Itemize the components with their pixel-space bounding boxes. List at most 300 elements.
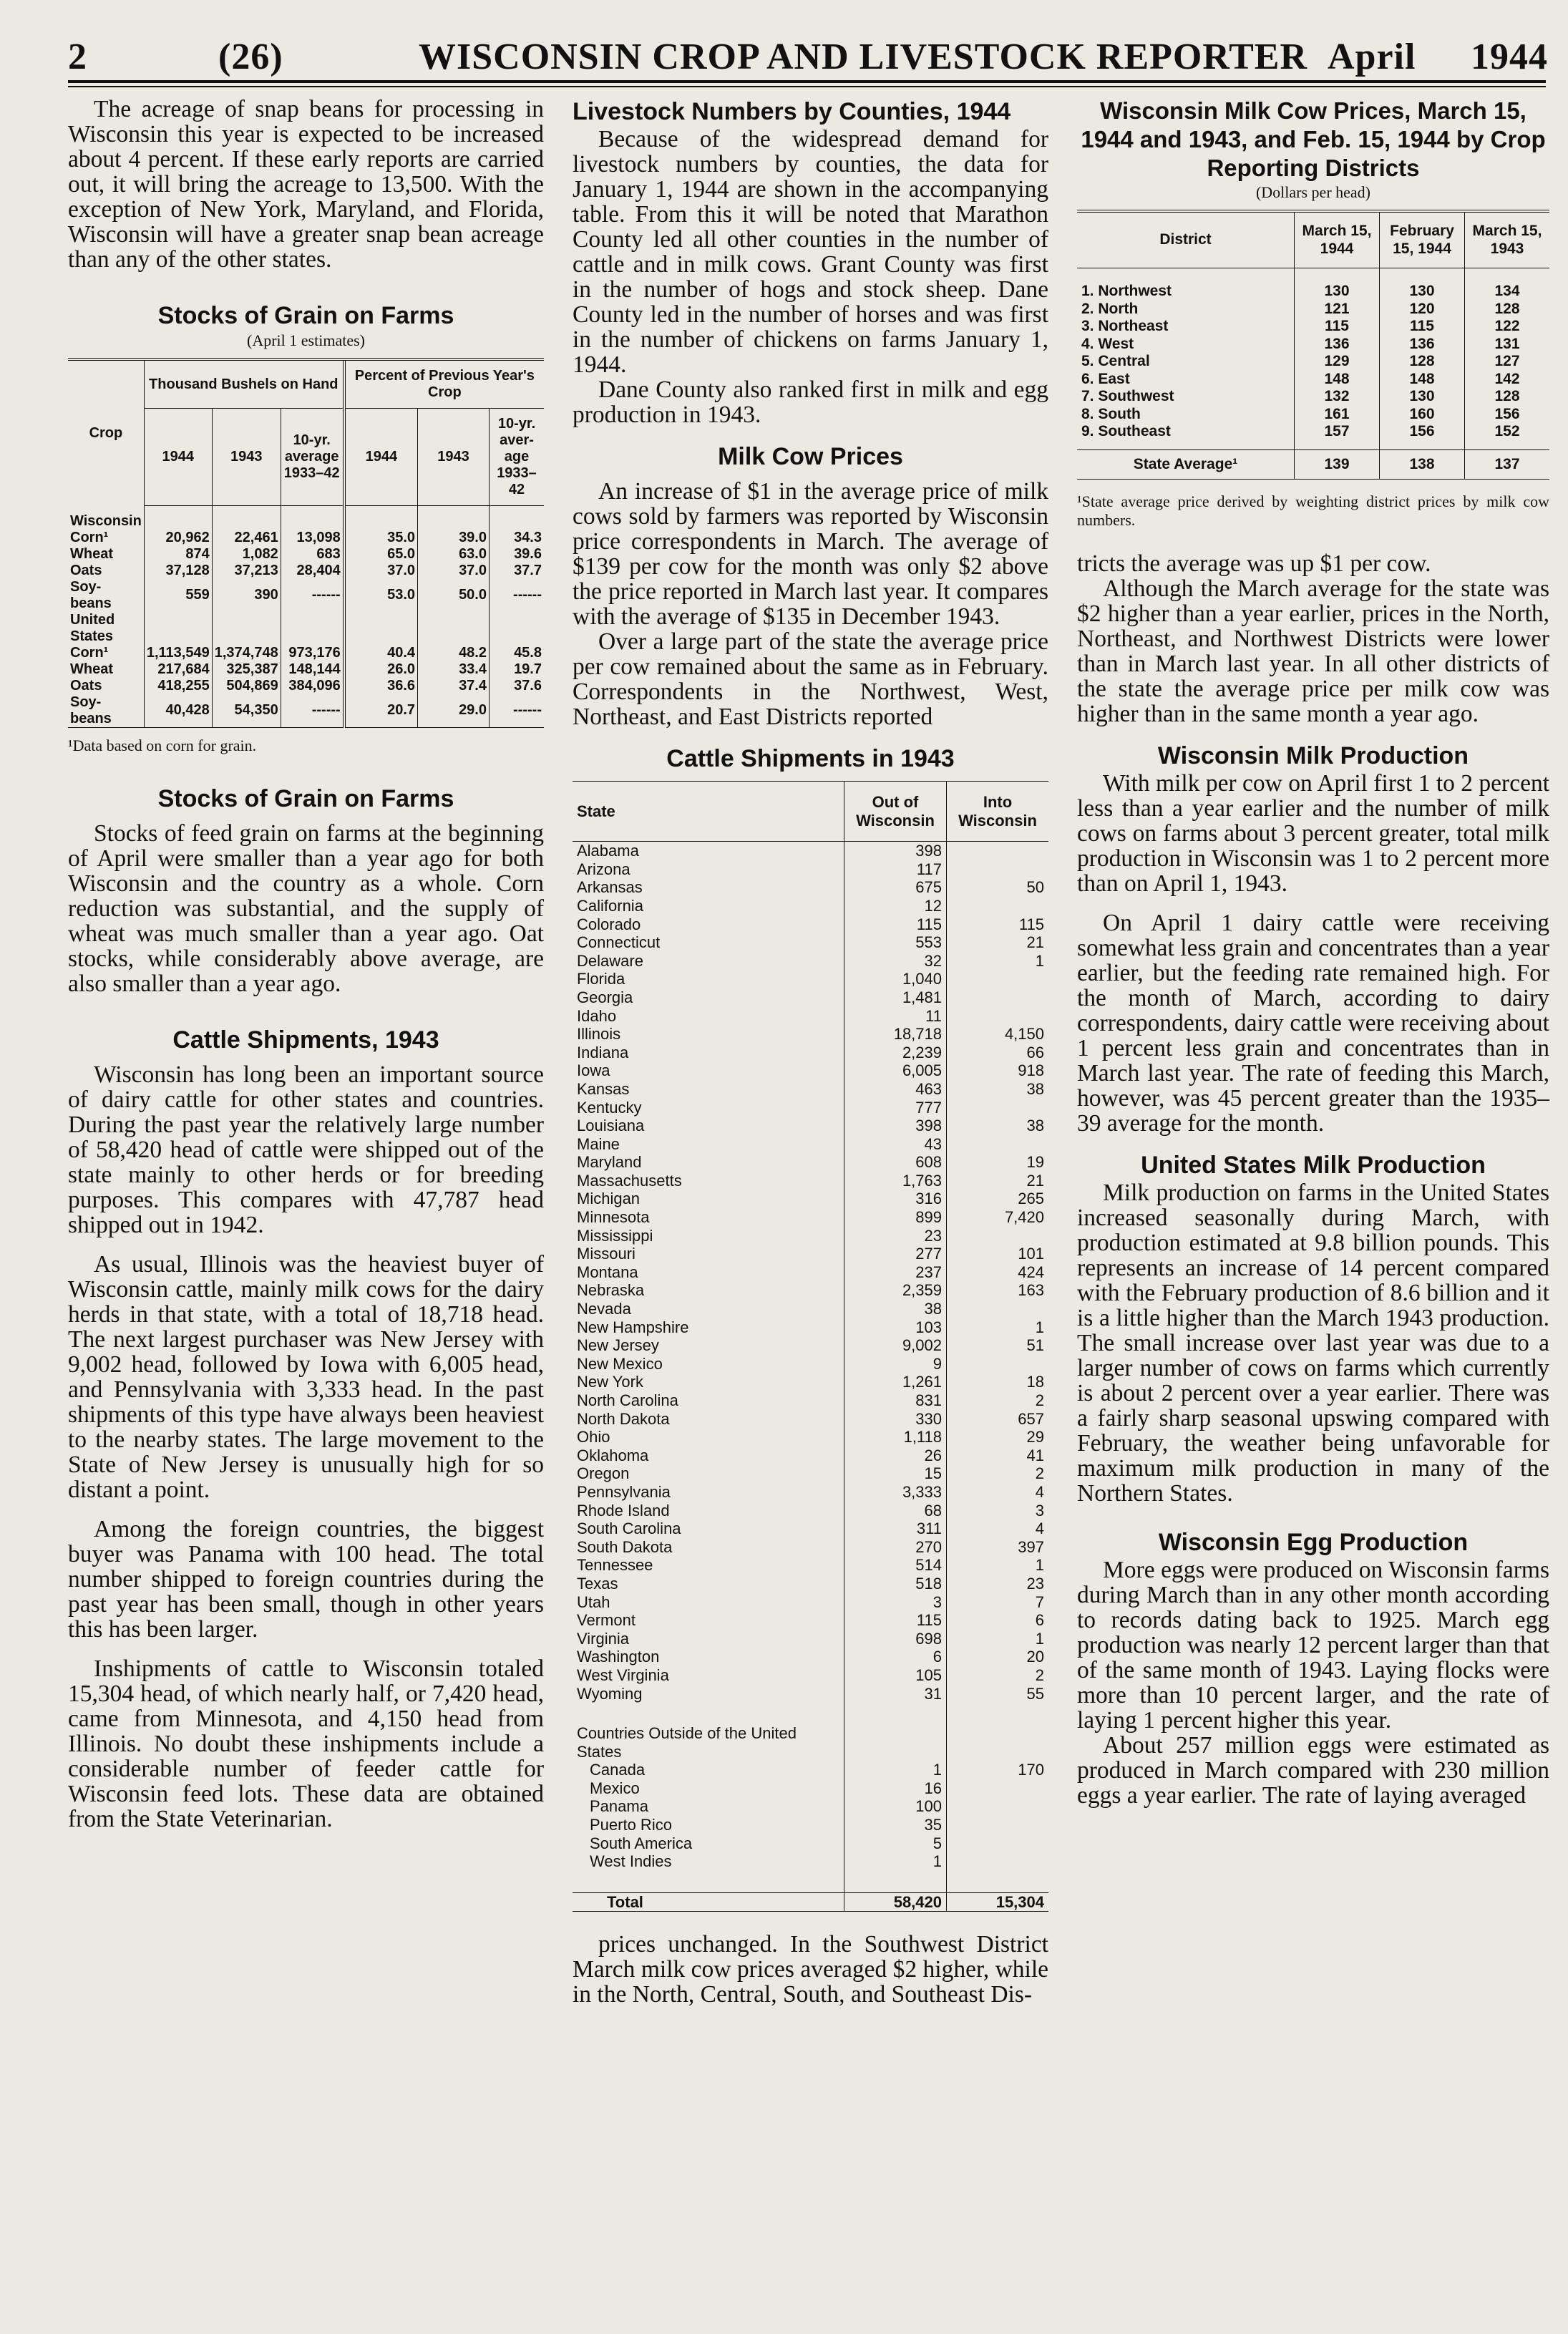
cell-out: 330 bbox=[844, 1410, 947, 1429]
state-label: Maine bbox=[577, 1134, 620, 1153]
milk-prices-footnote: ¹State average price derived by weighting district prices by milk cow numbers. bbox=[1077, 492, 1549, 529]
cell: 148,144 bbox=[281, 661, 344, 678]
cell-into: 2 bbox=[947, 1391, 1049, 1410]
state-label: Connecticut bbox=[577, 933, 661, 952]
cell: 48.2 bbox=[418, 645, 490, 661]
table-row bbox=[68, 530, 544, 546]
table-row bbox=[573, 1666, 1048, 1685]
table-row bbox=[573, 1117, 1048, 1135]
state-label: Indiana bbox=[577, 1043, 629, 1061]
state-label: South Dakota bbox=[577, 1537, 673, 1556]
table-row bbox=[573, 1852, 1048, 1871]
state-label: Mississippi bbox=[577, 1226, 653, 1245]
crop-label: Corn¹ bbox=[70, 529, 109, 545]
cell-out: 514 bbox=[844, 1556, 947, 1575]
cell: 115 bbox=[1380, 318, 1465, 336]
cell-out: 899 bbox=[844, 1208, 947, 1227]
table-row bbox=[1077, 283, 1549, 301]
cattle-paragraph-3: Among the foreign countries, the biggest buyer was Panama with 100 head. The total number shipped to foreign countries during the past year has been small, though in other years this has been larger. bbox=[68, 1515, 544, 1643]
th-pct-10yr-average: 10-yr. aver- age 1933– 42 bbox=[490, 409, 545, 506]
cell: 20,962 bbox=[144, 530, 212, 546]
shipments-table-title: Cattle Shipments in 1943 bbox=[666, 745, 955, 772]
cell: 45.8 bbox=[490, 645, 545, 661]
cell: 40,428 bbox=[144, 694, 212, 728]
table-row bbox=[573, 1779, 1048, 1798]
state-label: Kentucky bbox=[577, 1098, 642, 1117]
table-row bbox=[68, 563, 544, 579]
spacer bbox=[844, 1703, 947, 1724]
state-label: West Virginia bbox=[577, 1666, 669, 1684]
crop-label: Oats bbox=[70, 677, 102, 694]
cell-into bbox=[947, 1007, 1049, 1026]
spacer-row bbox=[573, 1703, 1048, 1724]
table-row bbox=[573, 1611, 1048, 1630]
cell-out: 675 bbox=[844, 878, 947, 897]
cell-out: 1 bbox=[844, 1852, 947, 1871]
cell: 127 bbox=[1465, 353, 1550, 371]
cell: 128 bbox=[1465, 301, 1550, 319]
cell: 157 bbox=[1295, 423, 1380, 441]
table-row bbox=[1077, 423, 1549, 441]
cell: 160 bbox=[1380, 406, 1465, 424]
table-row bbox=[573, 1373, 1048, 1391]
issue-number: (26) bbox=[218, 37, 283, 77]
table-row bbox=[573, 1685, 1048, 1703]
cell: ------ bbox=[490, 694, 545, 728]
th-march-1944: March 15, 1944 bbox=[1295, 211, 1380, 268]
cell: 384,096 bbox=[281, 678, 344, 694]
cell: 152 bbox=[1465, 423, 1550, 441]
cell: 130 bbox=[1380, 388, 1465, 406]
crop-label: Oats bbox=[70, 562, 102, 578]
table-row bbox=[573, 1519, 1048, 1538]
milk-cow-prices-table bbox=[1077, 210, 1549, 480]
cell: 37.0 bbox=[418, 563, 490, 579]
table-row bbox=[573, 1025, 1048, 1044]
cell: 973,176 bbox=[281, 645, 344, 661]
livestock-heading: Livestock Numbers by Counties, 1944 bbox=[573, 98, 1011, 125]
cell: 504,869 bbox=[212, 678, 281, 694]
spacer bbox=[947, 1871, 1049, 1893]
table-row bbox=[573, 1227, 1048, 1245]
cell-into bbox=[947, 1779, 1049, 1798]
cell-out: 117 bbox=[844, 860, 947, 879]
cell: 874 bbox=[144, 546, 212, 563]
state-label: Panama bbox=[590, 1797, 648, 1816]
cell-into: 23 bbox=[947, 1575, 1049, 1593]
spacer bbox=[1465, 441, 1550, 450]
cell: 134 bbox=[1465, 283, 1550, 301]
cell-out: 398 bbox=[844, 842, 947, 860]
th-pct-1944: 1944 bbox=[344, 409, 418, 506]
spacer bbox=[1295, 268, 1380, 283]
cell-out: 3 bbox=[844, 1593, 947, 1612]
th-1944: 1944 bbox=[144, 409, 212, 506]
state-average-label: State Average¹ bbox=[1077, 449, 1295, 480]
table-row bbox=[573, 1190, 1048, 1208]
table-row bbox=[1077, 318, 1549, 336]
spacer bbox=[573, 1703, 844, 1724]
table-row bbox=[1077, 406, 1549, 424]
cell-into: 4,150 bbox=[947, 1025, 1049, 1044]
table-row bbox=[573, 860, 1048, 879]
cell-out: 311 bbox=[844, 1519, 947, 1538]
table-row bbox=[573, 970, 1048, 988]
cell: 65.0 bbox=[344, 546, 418, 563]
table-row bbox=[573, 1483, 1048, 1502]
table-row bbox=[1077, 353, 1549, 371]
table-row bbox=[573, 1281, 1048, 1300]
table-row bbox=[573, 1648, 1048, 1666]
table-row bbox=[573, 1410, 1048, 1429]
table-row bbox=[573, 915, 1048, 934]
state-label: Puerto Rico bbox=[590, 1816, 672, 1834]
state-label: Idaho bbox=[577, 1006, 617, 1025]
cell-into: 51 bbox=[947, 1336, 1049, 1355]
cell: 136 bbox=[1295, 336, 1380, 354]
cell-into: 1 bbox=[947, 1556, 1049, 1575]
cell-into: 163 bbox=[947, 1281, 1049, 1300]
cell: 138 bbox=[1380, 449, 1465, 480]
cell-out: 15 bbox=[844, 1464, 947, 1483]
table-row bbox=[573, 1446, 1048, 1465]
cell-out: 316 bbox=[844, 1190, 947, 1208]
cell: 132 bbox=[1295, 388, 1380, 406]
table-row bbox=[573, 1153, 1048, 1172]
state-label: Montana bbox=[577, 1263, 638, 1281]
cell-out: 1 bbox=[844, 1761, 947, 1779]
spacer bbox=[1380, 441, 1465, 450]
total-out: 58,420 bbox=[844, 1892, 947, 1912]
state-label: Maryland bbox=[577, 1153, 642, 1172]
state-label: Illinois bbox=[577, 1025, 621, 1044]
cell: 148 bbox=[1295, 371, 1380, 389]
cell-out: 1,261 bbox=[844, 1373, 947, 1391]
table-row bbox=[573, 1816, 1048, 1834]
cell-into: 50 bbox=[947, 878, 1049, 897]
milk-prices-table-subtitle: (Dollars per head) bbox=[1255, 183, 1371, 201]
table-row bbox=[573, 1061, 1048, 1080]
cell: 20.7 bbox=[344, 694, 418, 728]
cell: 130 bbox=[1295, 283, 1380, 301]
district-label: 2. North bbox=[1081, 300, 1139, 317]
state-label: Delaware bbox=[577, 951, 643, 970]
cell-out: 16 bbox=[844, 1779, 947, 1798]
cell-out: 398 bbox=[844, 1117, 947, 1135]
district-label: 8. South bbox=[1081, 405, 1141, 422]
table-row bbox=[573, 1080, 1048, 1099]
cell-into: 2 bbox=[947, 1666, 1049, 1685]
cell-into bbox=[947, 1797, 1049, 1816]
cattle-paragraph-2: As usual, Illinois was the heaviest buyer of Wisconsin cattle, mainly milk cows for the dairy herds in that state, with a total of 18,718 head. The next largest purchaser was New Jersey with 9,002 head, followed by Iowa with 6,005 head, and Pennsylvania with 3,333 head. In the past shipments of this type have always been heaviest to the nearby states. The large movement to the State of New Jersey is unusually high for so distant a point. bbox=[68, 1250, 544, 1503]
cell: 28,404 bbox=[281, 563, 344, 579]
cell-into bbox=[947, 1227, 1049, 1245]
cell-out: 68 bbox=[844, 1502, 947, 1520]
cattle-shipments-heading: Cattle Shipments, 1943 bbox=[172, 1026, 439, 1054]
cell-out: 1,118 bbox=[844, 1428, 947, 1446]
table-row bbox=[1077, 388, 1549, 406]
th-february-1944: February 15, 1944 bbox=[1380, 211, 1465, 268]
stocks-paragraph: Stocks of feed grain on farms at the beginning of April were smaller than a year ago for both Wisconsin and the country as a whole. Corn reduction was substantial, and the supply of wheat was much smaller than a year ago. Oat stocks, while considerably above average, are also smaller than a year ago. bbox=[68, 820, 544, 997]
table-row bbox=[573, 1099, 1048, 1117]
cell-out: 43 bbox=[844, 1135, 947, 1154]
table-row bbox=[1077, 336, 1549, 354]
countries-label: Countries Outside of the United States bbox=[577, 1724, 797, 1761]
cell-out: 26 bbox=[844, 1446, 947, 1465]
cell-into: 38 bbox=[947, 1080, 1049, 1099]
cell-into: 7 bbox=[947, 1593, 1049, 1612]
cell-out: 2,359 bbox=[844, 1281, 947, 1300]
cell-into: 3 bbox=[947, 1502, 1049, 1520]
state-label: Colorado bbox=[577, 915, 641, 933]
running-head bbox=[68, 32, 1546, 82]
cell: 128 bbox=[1465, 388, 1550, 406]
cell: 1,374,748 bbox=[212, 645, 281, 661]
district-label: 3. Northeast bbox=[1081, 318, 1169, 334]
th-out-of-wisconsin: Out of Wisconsin bbox=[844, 782, 947, 842]
cell-out: 9 bbox=[844, 1355, 947, 1373]
state-label: Vermont bbox=[577, 1611, 636, 1630]
th-pct-1943: 1943 bbox=[418, 409, 490, 506]
cell: 217,684 bbox=[144, 661, 212, 678]
cell-into bbox=[947, 1135, 1049, 1154]
cell-into bbox=[947, 1816, 1049, 1834]
cell-out: 237 bbox=[844, 1263, 947, 1282]
cell-out: 6 bbox=[844, 1648, 947, 1666]
cell: 137 bbox=[1465, 449, 1550, 480]
table-row bbox=[573, 1318, 1048, 1337]
cell: 37.7 bbox=[490, 563, 545, 579]
tricts-continuation: tricts the average was up $1 per cow. bbox=[1077, 550, 1431, 577]
egg-paragraph-2: About 257 million eggs were estimated as produced in March compared with 230 million eggs a year earlier. The rate of laying averaged bbox=[1077, 1732, 1549, 1809]
cell: 418,255 bbox=[144, 678, 212, 694]
state-average-row bbox=[1077, 449, 1549, 480]
cell-out: 553 bbox=[844, 933, 947, 952]
grain-table-footnote: ¹Data based on corn for grain. bbox=[68, 736, 257, 754]
cell-out: 32 bbox=[844, 952, 947, 971]
state-label: Oregon bbox=[577, 1464, 630, 1483]
cell-out: 777 bbox=[844, 1099, 947, 1117]
table-row bbox=[573, 1575, 1048, 1593]
cell: ------ bbox=[490, 579, 545, 612]
cell-out: 103 bbox=[844, 1318, 947, 1337]
state-label: Rhode Island bbox=[577, 1501, 670, 1519]
page-number: 2 bbox=[68, 37, 87, 77]
cell: 53.0 bbox=[344, 579, 418, 612]
column-right bbox=[1077, 97, 1549, 1808]
table-row bbox=[68, 546, 544, 563]
state-label: California bbox=[577, 896, 643, 915]
th-percent-previous: Percent of Previous Year's Crop bbox=[344, 359, 544, 409]
cell: 13,098 bbox=[281, 530, 344, 546]
us-milk-production-heading: United States Milk Production bbox=[1141, 1152, 1486, 1179]
state-label: Michigan bbox=[577, 1190, 641, 1208]
cell-into: 55 bbox=[947, 1685, 1049, 1703]
cell-out: 18,718 bbox=[844, 1025, 947, 1044]
cell: 34.3 bbox=[490, 530, 545, 546]
cell: 156 bbox=[1465, 406, 1550, 424]
grain-table-title: Stocks of Grain on Farms bbox=[157, 302, 454, 329]
state-label: New York bbox=[577, 1373, 643, 1391]
wisconsin-milk-paragraph-2: On April 1 dairy cattle were receiving somewhat less grain and concentrates than a year earlier, but the feeding rate remained high. For the month of March, according to dairy correspondents, dairy cattle were receiving about 1 percent less grain and concentrates than in March last year. The rate of feeding this March, however, was 45 percent greater than the 1935–39 average for the month. bbox=[1077, 910, 1549, 1137]
cell-into bbox=[947, 988, 1049, 1007]
state-label: Canada bbox=[590, 1761, 646, 1779]
cell-out: 608 bbox=[844, 1153, 947, 1172]
issue-year: 1944 bbox=[1471, 37, 1548, 77]
milk-cow-paragraph-2: Over a large part of the state the average price per cow remained about the same as in February. Correspondents in the Northwest, West, Northeast, and East Districts reported bbox=[573, 628, 1048, 730]
grain-stocks-table bbox=[68, 358, 544, 728]
total-row bbox=[573, 1892, 1048, 1912]
cell-out: 1,040 bbox=[844, 970, 947, 988]
spacer-row bbox=[573, 1871, 1048, 1893]
spacer bbox=[844, 1724, 947, 1761]
cattle-shipments-table bbox=[573, 781, 1048, 1912]
state-label: Georgia bbox=[577, 988, 633, 1006]
although-paragraph: Although the March average for the state was $2 higher than a year earlier, prices in the North, Northeast, and Northwest Districts were lower than in March last year. In all other districts of the state the average price per milk cow was higher than in the same month a year ago. bbox=[1077, 575, 1549, 727]
spacer-row bbox=[1077, 441, 1549, 450]
cell: 37,213 bbox=[212, 563, 281, 579]
stocks-heading: Stocks of Grain on Farms bbox=[157, 784, 454, 812]
milk-cow-prices-heading: Milk Cow Prices bbox=[718, 443, 903, 470]
livestock-paragraph-1: Because of the widespread demand for livestock numbers by counties, the data for January 1, 1944 are shown in the accompanying table. From this it will be noted that Marathon County led all other counties in the number of cattle and in milk cows. Grant County was first in the number of hogs and stock sheep. Dane County led in the number of horses and was first in the number of chickens on farms January 1, 1944. bbox=[573, 126, 1048, 378]
spacer bbox=[1295, 441, 1380, 450]
cell: 1,082 bbox=[212, 546, 281, 563]
cell-into: 424 bbox=[947, 1263, 1049, 1282]
cell: 29.0 bbox=[418, 694, 490, 728]
milk-cow-paragraph-1: An increase of $1 in the average price of milk cows sold by farmers was reported by Wisconsin price correspondents in March. The average of $139 per cow for the month was only $2 above the price reported in March last year. It compares with the average of $135 in December 1943. bbox=[573, 478, 1048, 630]
cell: 136 bbox=[1380, 336, 1465, 354]
cell-into: 101 bbox=[947, 1245, 1049, 1263]
state-label: Oklahoma bbox=[577, 1446, 649, 1464]
th-district: District bbox=[1077, 211, 1295, 268]
crop-label: Corn¹ bbox=[70, 644, 109, 661]
cell-into: 2 bbox=[947, 1464, 1049, 1483]
livestock-paragraph-2: Dane County also ranked first in milk and egg production in 1943. bbox=[573, 376, 1048, 428]
state-label: Iowa bbox=[577, 1061, 610, 1080]
cell: 130 bbox=[1380, 283, 1465, 301]
spacer bbox=[844, 1871, 947, 1893]
table-row bbox=[573, 1007, 1048, 1026]
cell: 37.4 bbox=[418, 678, 490, 694]
state-label: Wyoming bbox=[577, 1684, 643, 1703]
cattle-paragraph-1: Wisconsin has long been an important source of dairy cattle for other states and countries. During the past year the relatively large number of 58,420 head of cattle were shipped out of the state mainly to other herds or for breeding purposes. This compares with 47,787 head shipped out in 1942. bbox=[68, 1061, 544, 1238]
section-united-states: United States bbox=[70, 611, 115, 644]
state-label: North Dakota bbox=[577, 1409, 670, 1428]
district-label: 6. East bbox=[1081, 370, 1130, 387]
state-label: Ohio bbox=[577, 1428, 610, 1446]
cell-into bbox=[947, 897, 1049, 915]
spacer bbox=[947, 1724, 1049, 1761]
cell-out: 1,763 bbox=[844, 1172, 947, 1190]
cell-into bbox=[947, 1300, 1049, 1318]
crop-label: Wheat bbox=[70, 545, 113, 562]
header-rule bbox=[68, 80, 1546, 87]
egg-production-heading: Wisconsin Egg Production bbox=[1158, 1529, 1469, 1556]
cell-out: 698 bbox=[844, 1630, 947, 1648]
table-row bbox=[1077, 371, 1549, 389]
th-march-1943: March 15, 1943 bbox=[1465, 211, 1550, 268]
crop-label: Wheat bbox=[70, 661, 113, 677]
cell: 120 bbox=[1380, 301, 1465, 319]
cell-into: 265 bbox=[947, 1190, 1049, 1208]
continued-paragraph: prices unchanged. In the Southwest District March milk cow prices averaged $2 higher, while in the North, Central, South, and Southeast Dis- bbox=[573, 1931, 1048, 2008]
spacer bbox=[1077, 268, 1295, 283]
table-row bbox=[68, 661, 544, 678]
cell-into: 20 bbox=[947, 1648, 1049, 1666]
cell: 50.0 bbox=[418, 579, 490, 612]
cell-out: 115 bbox=[844, 1611, 947, 1630]
table-row bbox=[573, 1391, 1048, 1410]
cell: 559 bbox=[144, 579, 212, 612]
total-into: 15,304 bbox=[947, 1892, 1049, 1912]
cell-out: 270 bbox=[844, 1538, 947, 1557]
cell-into: 7,420 bbox=[947, 1208, 1049, 1227]
cell-into: 657 bbox=[947, 1410, 1049, 1429]
table-row bbox=[573, 1556, 1048, 1575]
state-label: New Mexico bbox=[577, 1354, 663, 1373]
cell: 1,113,549 bbox=[144, 645, 212, 661]
state-label: Virginia bbox=[577, 1629, 629, 1648]
crop-label: Soy- beans bbox=[68, 694, 144, 728]
cell-into: 6 bbox=[947, 1611, 1049, 1630]
th-10yr-average: 10-yr. average 1933–42 bbox=[281, 409, 344, 506]
cell-out: 1,481 bbox=[844, 988, 947, 1007]
cell-into: 397 bbox=[947, 1538, 1049, 1557]
district-label: 1. Northwest bbox=[1081, 283, 1172, 299]
state-label: South Carolina bbox=[577, 1519, 681, 1538]
cell: ------ bbox=[281, 579, 344, 612]
table-row bbox=[573, 1464, 1048, 1483]
state-label: Nebraska bbox=[577, 1281, 645, 1300]
table-row bbox=[68, 678, 544, 694]
table-row bbox=[573, 933, 1048, 952]
cell: 37.6 bbox=[490, 678, 545, 694]
cell: 325,387 bbox=[212, 661, 281, 678]
state-label: West Indies bbox=[590, 1852, 672, 1871]
cell: 121 bbox=[1295, 301, 1380, 319]
cell: 39.0 bbox=[418, 530, 490, 546]
table-row bbox=[1077, 301, 1549, 319]
cell-out: 23 bbox=[844, 1227, 947, 1245]
wisconsin-milk-production-heading: Wisconsin Milk Production bbox=[1157, 742, 1469, 769]
state-label: New Jersey bbox=[577, 1336, 659, 1355]
cell-into: 18 bbox=[947, 1373, 1049, 1391]
spacer-row bbox=[1077, 268, 1549, 283]
table-row bbox=[573, 1135, 1048, 1154]
cell-into bbox=[947, 1852, 1049, 1871]
table-row bbox=[573, 1263, 1048, 1282]
spacer bbox=[1380, 268, 1465, 283]
cell: 39.6 bbox=[490, 546, 545, 563]
cell-out: 9,002 bbox=[844, 1336, 947, 1355]
state-label: Arkansas bbox=[577, 878, 643, 897]
cell-out: 3,333 bbox=[844, 1483, 947, 1502]
th-thousand-bushels: Thousand Bushels on Hand bbox=[144, 359, 344, 409]
state-label: Kansas bbox=[577, 1079, 630, 1098]
state-label: Pennsylvania bbox=[577, 1482, 671, 1501]
cell-into: 4 bbox=[947, 1483, 1049, 1502]
district-label: 4. West bbox=[1081, 335, 1134, 352]
cattle-paragraph-4: Inshipments of cattle to Wisconsin totaled 15,304 head, of which nearly half, or 7,420 head, came from Minnesota, and 4,150 head from Illinois. No doubt these inshipments include a considerable number of feeder cattle for Wisconsin feed lots. These data are obtained from the State Veterinarian. bbox=[68, 1655, 544, 1832]
state-label: Tennessee bbox=[577, 1556, 653, 1575]
cell: 35.0 bbox=[344, 530, 418, 546]
issue-month: April bbox=[1328, 37, 1416, 77]
cell: 128 bbox=[1380, 353, 1465, 371]
cell-out: 463 bbox=[844, 1080, 947, 1099]
column-middle bbox=[573, 97, 1048, 2007]
cell-into: 4 bbox=[947, 1519, 1049, 1538]
cell: 156 bbox=[1380, 423, 1465, 441]
